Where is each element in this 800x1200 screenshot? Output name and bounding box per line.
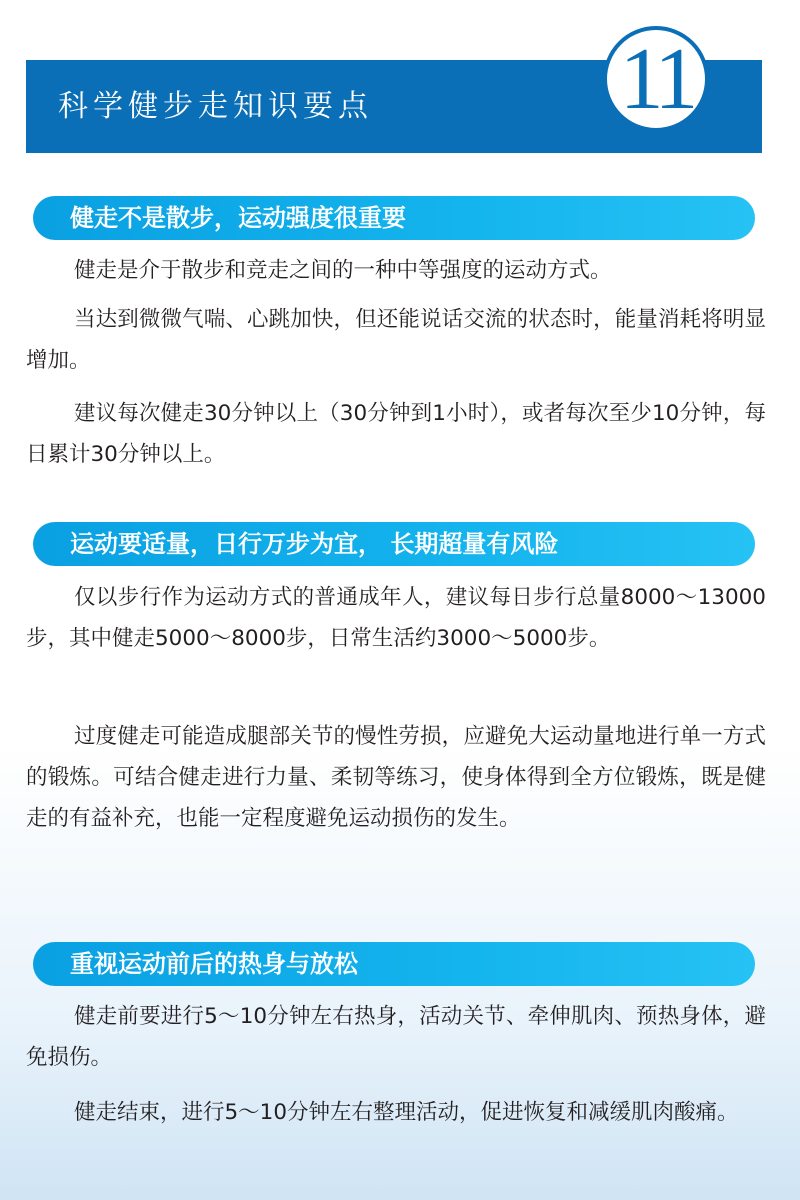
page-number-badge: 11: [603, 26, 709, 132]
section-2-paragraph-1: 仅以步行作为运动方式的普通成年人，建议每日步行总量8000～13000步，其中健走5000～8000步，日常生活约3000～5000步。: [26, 585, 766, 651]
section-3-paragraph-2: 健走结束，进行5～10分钟左右整理活动，促进恢复和减缓肌肉酸痛。: [74, 1100, 739, 1125]
section-1-paragraph-1: 健走是介于散步和竞走之间的一种中等强度的运动方式。: [74, 258, 612, 283]
section-2-title: 运动要适量，日行万步为宜， 长期超量有风险: [70, 529, 559, 558]
section-3-title: 重视运动前后的热身与放松: [70, 949, 358, 978]
section-1-title: 健走不是散步，运动强度很重要: [70, 203, 406, 232]
page-title: 科学健步走知识要点: [58, 89, 373, 124]
section-1-paragraph-3: 建议每次健走30分钟以上（30分钟到1小时），或者每次至少10分钟，每日累计30分钟以上。: [26, 401, 766, 467]
section-3-paragraph-1: 健走前要进行5～10分钟左右热身，活动关节、牵伸肌肉、预热身体，避免损伤。: [26, 1004, 766, 1070]
section-2-paragraph-2: 过度健走可能造成腿部关节的慢性劳损，应避免大运动量地进行单一方式的锻炼。可结合健走进行力量、柔韧等练习，使身体得到全方位锻炼，既是健走的有益补充，也能一定程度避免运动损伤的发生。: [26, 724, 766, 831]
section-1-paragraph-2: 当达到微微气喘、心跳加快，但还能说话交流的状态时，能量消耗将明显增加。: [26, 307, 766, 373]
